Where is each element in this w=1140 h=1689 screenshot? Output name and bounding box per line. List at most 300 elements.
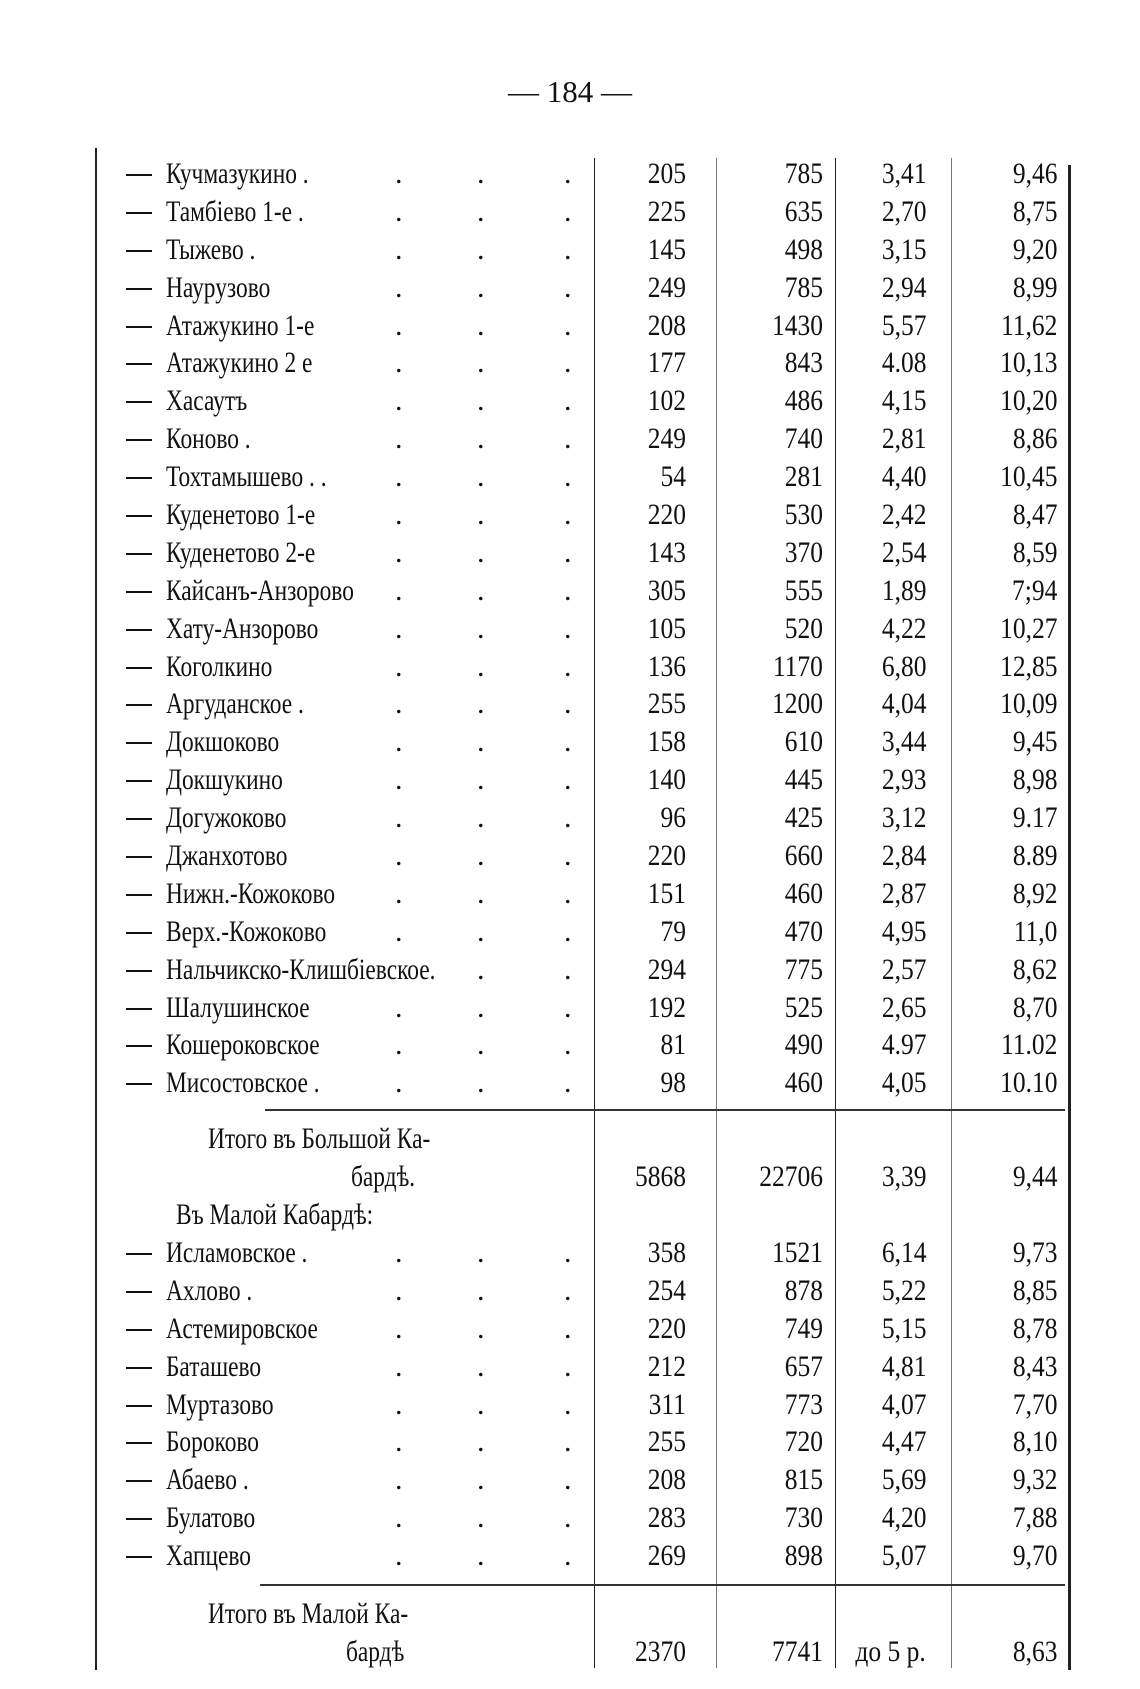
- village-name: Баташево: [166, 1349, 262, 1383]
- value-c4: 9,73: [1012, 1235, 1057, 1269]
- table-row: [96, 1064, 1070, 1102]
- village-name: Исламовское .: [166, 1235, 308, 1269]
- leader-dot: .: [564, 535, 572, 569]
- leader-dot: .: [564, 839, 572, 873]
- leader-dot: .: [564, 1028, 572, 1062]
- table-row: [96, 534, 1070, 572]
- value-c3: 3,15: [881, 232, 926, 266]
- value-c4: 10,20: [999, 384, 1057, 418]
- leader-dot: .: [477, 157, 485, 190]
- village-name: Хату-Анзорово: [166, 611, 319, 645]
- value-c2: 843: [784, 346, 823, 380]
- village-name: Булатово: [166, 1501, 256, 1535]
- value-c2: 610: [784, 725, 823, 759]
- village-name: Нижн.-Кожоково: [166, 876, 336, 910]
- leader-dot: .: [395, 346, 403, 380]
- value-c3: 2,94: [881, 270, 926, 304]
- leader-dot: .: [564, 1463, 572, 1497]
- village-name: Тохтамышево . .: [166, 460, 327, 494]
- leader-dot: .: [395, 914, 403, 948]
- value-c3: 4,40: [881, 460, 926, 494]
- leader-dot: .: [477, 1273, 485, 1307]
- leader-dot: .: [395, 611, 403, 645]
- lesser-total-line1: [96, 1595, 1070, 1633]
- leader-dot: .: [564, 270, 572, 304]
- value-c2: 1521: [772, 1235, 823, 1269]
- leader-dot: .: [395, 1273, 403, 1307]
- value-c4: 12,85: [999, 649, 1057, 683]
- value-c2: 720: [784, 1425, 823, 1459]
- value-c4: 11.02: [1000, 1028, 1057, 1062]
- leader-dot: .: [477, 1387, 485, 1421]
- leader-dot: .: [564, 1311, 572, 1345]
- table-row: [96, 420, 1070, 458]
- leader-dot: .: [395, 876, 403, 910]
- leader-dot: .: [564, 1501, 572, 1535]
- leader-dot: .: [477, 384, 485, 418]
- leader-dot: .: [395, 1425, 403, 1459]
- value-c4: 9,45: [1012, 725, 1057, 759]
- village-name: Куденетово 1-е: [166, 498, 316, 532]
- leader-dot: .: [477, 1066, 485, 1100]
- leader-dot: .: [564, 1273, 572, 1307]
- leader-dot: .: [477, 1463, 485, 1497]
- value-c3: 2,81: [881, 422, 926, 456]
- value-c1: 283: [647, 1501, 686, 1535]
- value-c2: 281: [784, 460, 823, 494]
- value-c4: 8.89: [1012, 839, 1057, 873]
- village-table: [96, 155, 1070, 1671]
- leader-dot: .: [477, 687, 485, 721]
- table-row: [96, 648, 1070, 686]
- value-c2: 1170: [772, 649, 823, 683]
- leader-dot: .: [477, 1028, 485, 1062]
- total-c3: до 5 р.: [855, 1634, 926, 1668]
- leader-dot: .: [477, 725, 485, 759]
- value-c4: 8,62: [1012, 952, 1057, 986]
- value-c1: 105: [647, 611, 686, 645]
- leader-dot: .: [564, 1349, 572, 1383]
- leader-dot: .: [395, 1539, 403, 1573]
- value-c4: 9,70: [1012, 1539, 1057, 1573]
- total-c4: 9,44: [1012, 1160, 1057, 1194]
- value-c2: 520: [784, 611, 823, 645]
- value-c2: 460: [784, 1066, 823, 1100]
- value-c4: 11,62: [1000, 308, 1057, 342]
- value-c1: 96: [660, 801, 686, 835]
- leader-dot: .: [477, 1235, 485, 1269]
- leader-dot: .: [395, 308, 403, 342]
- value-c1: 212: [647, 1349, 686, 1383]
- village-name: Докшукино: [166, 763, 283, 797]
- table-row: [96, 799, 1070, 837]
- village-name: Хасаутъ: [166, 384, 248, 418]
- village-name: Аргуданское .: [166, 687, 304, 721]
- value-c2: 370: [784, 535, 823, 569]
- leader-dot: .: [564, 649, 572, 683]
- leader-dot: .: [477, 1311, 485, 1345]
- value-c4: 8,99: [1012, 270, 1057, 304]
- value-c2: 635: [784, 194, 823, 228]
- value-c2: 1430: [772, 308, 823, 342]
- value-c2: 525: [784, 990, 823, 1024]
- value-c2: 775: [784, 952, 823, 986]
- value-c1: 81: [660, 1028, 686, 1062]
- leader-dot: .: [564, 384, 572, 418]
- value-c3: 4,15: [881, 384, 926, 418]
- value-c2: 660: [784, 839, 823, 873]
- value-c2: 486: [784, 384, 823, 418]
- leader-dot: .: [395, 157, 403, 190]
- value-c3: 4,95: [881, 914, 926, 948]
- value-c2: 498: [784, 232, 823, 266]
- value-c1: 220: [647, 498, 686, 532]
- village-name: Тамбіево 1-е .: [166, 194, 304, 228]
- leader-dot: .: [564, 763, 572, 797]
- table-row: [96, 761, 1070, 799]
- value-c2: 470: [784, 914, 823, 948]
- value-c2: 530: [784, 498, 823, 532]
- value-c3: 4,47: [881, 1425, 926, 1459]
- village-name: Хапцево: [166, 1539, 252, 1573]
- table-row: [96, 382, 1070, 420]
- value-c1: 136: [647, 649, 686, 683]
- value-c2: 657: [784, 1349, 823, 1383]
- village-name: Кошероковское: [166, 1028, 320, 1062]
- table-row: [96, 1310, 1070, 1348]
- value-c4: 10,13: [999, 346, 1057, 380]
- value-c2: 730: [784, 1501, 823, 1535]
- value-c3: 4.08: [881, 346, 926, 380]
- value-c3: 4,20: [881, 1501, 926, 1535]
- leader-dot: .: [395, 1235, 403, 1269]
- value-c4: 8,70: [1012, 990, 1057, 1024]
- value-c2: 445: [784, 763, 823, 797]
- table-row: [96, 1272, 1070, 1310]
- value-c4: 9,46: [1012, 157, 1057, 190]
- leader-dot: .: [477, 308, 485, 342]
- value-c1: 177: [647, 346, 686, 380]
- table-row: [96, 155, 1070, 193]
- leader-dot: .: [477, 270, 485, 304]
- village-name: Джанхотово: [166, 839, 288, 873]
- value-c2: 749: [784, 1311, 823, 1345]
- value-c2: 490: [784, 1028, 823, 1062]
- value-c1: 140: [647, 763, 686, 797]
- value-c1: 225: [647, 194, 686, 228]
- value-c3: 5,15: [881, 1311, 926, 1345]
- leader-dot: .: [564, 1066, 572, 1100]
- value-c4: 8,47: [1012, 498, 1057, 532]
- value-c3: 4,22: [881, 611, 926, 645]
- total-label: Итого въ Большой Ка-: [208, 1122, 431, 1156]
- value-c3: 5,69: [881, 1463, 926, 1497]
- value-c2: 1200: [772, 687, 823, 721]
- leader-dot: .: [477, 611, 485, 645]
- table-row: [96, 269, 1070, 307]
- value-c1: 208: [647, 1463, 686, 1497]
- total-label: бардѣ.: [351, 1160, 416, 1194]
- value-c2: 740: [784, 422, 823, 456]
- value-c1: 143: [647, 535, 686, 569]
- table-row: [96, 723, 1070, 761]
- village-name: Нальчикско-Клишбіевское.: [166, 952, 436, 986]
- value-c4: 10,27: [999, 611, 1057, 645]
- value-c4: 9,32: [1012, 1463, 1057, 1497]
- value-c1: 102: [647, 384, 686, 418]
- value-c3: 2,87: [881, 876, 926, 910]
- village-name: Атажукино 2 е: [166, 346, 313, 380]
- leader-dot: .: [564, 1539, 572, 1573]
- value-c1: 192: [647, 990, 686, 1024]
- value-c3: 4,81: [881, 1349, 926, 1383]
- leader-dot: .: [477, 839, 485, 873]
- leader-dot: .: [564, 1425, 572, 1459]
- value-c3: 3,12: [881, 801, 926, 835]
- leader-dot: .: [564, 611, 572, 645]
- leader-dot: .: [477, 1425, 485, 1459]
- leader-dot: .: [564, 346, 572, 380]
- leader-dot: .: [395, 460, 403, 494]
- value-c3: 5,57: [881, 308, 926, 342]
- leader-dot: .: [395, 1387, 403, 1421]
- table-row: [96, 1348, 1070, 1386]
- table-row: [96, 913, 1070, 951]
- value-c1: 305: [647, 573, 686, 607]
- value-c4: 8,75: [1012, 194, 1057, 228]
- value-c4: 8,86: [1012, 422, 1057, 456]
- total-c1: 2370: [635, 1634, 686, 1668]
- leader-dot: .: [477, 573, 485, 607]
- table-row: [96, 1423, 1070, 1461]
- leader-dot: .: [395, 839, 403, 873]
- value-c3: 2,54: [881, 535, 926, 569]
- lesser-total-row: [96, 1633, 1070, 1671]
- leader-dot: .: [395, 763, 403, 797]
- table-row: [96, 951, 1070, 989]
- leader-dot: .: [395, 1311, 403, 1345]
- value-c3: 2,93: [881, 763, 926, 797]
- leader-dot: .: [395, 1349, 403, 1383]
- value-c2: 773: [784, 1387, 823, 1421]
- leader-dot: .: [395, 498, 403, 532]
- value-c3: 1,89: [881, 573, 926, 607]
- total-c3: 3,39: [881, 1160, 926, 1194]
- leader-dot: .: [477, 876, 485, 910]
- leader-dot: .: [395, 270, 403, 304]
- leader-dot: .: [395, 422, 403, 456]
- page-number: — 184 —: [508, 74, 632, 109]
- value-c4: 7,88: [1012, 1501, 1057, 1535]
- value-c1: 79: [660, 914, 686, 948]
- leader-dot: .: [395, 384, 403, 418]
- value-c1: 311: [648, 1387, 686, 1421]
- table-row: [96, 496, 1070, 534]
- leader-dot: .: [395, 1066, 403, 1100]
- value-c1: 54: [660, 460, 686, 494]
- village-name: Коново .: [166, 422, 251, 456]
- value-c3: 2,65: [881, 990, 926, 1024]
- table-row: [96, 1499, 1070, 1537]
- value-c1: 254: [647, 1273, 686, 1307]
- value-c2: 785: [784, 157, 823, 190]
- leader-dot: .: [395, 801, 403, 835]
- leader-dot: .: [395, 725, 403, 759]
- leader-dot: .: [477, 535, 485, 569]
- value-c3: 4,05: [881, 1066, 926, 1100]
- table-row: [96, 193, 1070, 231]
- value-c4: 9.17: [1012, 801, 1057, 835]
- leader-dot: .: [564, 194, 572, 228]
- leader-dot: .: [564, 801, 572, 835]
- table-row: [96, 572, 1070, 610]
- village-name: Абаево .: [166, 1463, 249, 1497]
- value-c1: 249: [647, 422, 686, 456]
- total-c2: 22706: [759, 1160, 823, 1194]
- value-c3: 5,22: [881, 1273, 926, 1307]
- leader-dot: .: [477, 1539, 485, 1573]
- value-c3: 5,07: [881, 1539, 926, 1573]
- value-c2: 460: [784, 876, 823, 910]
- leader-dot: .: [477, 422, 485, 456]
- value-c4: 11,0: [1013, 914, 1057, 948]
- value-c3: 3,41: [881, 157, 926, 190]
- leader-dot: .: [477, 232, 485, 266]
- leader-dot: .: [564, 232, 572, 266]
- value-c3: 2,57: [881, 952, 926, 986]
- value-c2: 815: [784, 1463, 823, 1497]
- leader-dot: .: [564, 422, 572, 456]
- great-total-row: [96, 1158, 1070, 1196]
- value-c1: 358: [647, 1235, 686, 1269]
- value-c3: 2,84: [881, 839, 926, 873]
- value-c4: 8,43: [1012, 1349, 1057, 1383]
- table-row: [96, 610, 1070, 648]
- leader-dot: .: [564, 573, 572, 607]
- village-name: Атажукино 1-е: [166, 308, 315, 342]
- leader-dot: .: [477, 194, 485, 228]
- value-c3: 2,70: [881, 194, 926, 228]
- leader-dot: .: [564, 498, 572, 532]
- leader-dot: .: [564, 1387, 572, 1421]
- value-c4: 10,09: [999, 687, 1057, 721]
- leader-dot: .: [395, 194, 403, 228]
- leader-dot: .: [477, 498, 485, 532]
- value-c1: 255: [647, 687, 686, 721]
- leader-dot: .: [395, 990, 403, 1024]
- leader-dot: .: [564, 460, 572, 494]
- total-c2: 7741: [772, 1634, 823, 1668]
- total-c1: 5868: [635, 1160, 686, 1194]
- leader-dot: .: [477, 1501, 485, 1535]
- value-c3: 6,80: [881, 649, 926, 683]
- leader-dot: .: [564, 725, 572, 759]
- value-c2: 425: [784, 801, 823, 835]
- table-row: [96, 1026, 1070, 1064]
- value-c1: 255: [647, 1425, 686, 1459]
- section-heading: Въ Малой Кабардѣ:: [176, 1198, 374, 1232]
- leader-dot: .: [395, 573, 403, 607]
- value-c4: 7;94: [1011, 573, 1057, 607]
- table-row: [96, 307, 1070, 345]
- value-c4: 8,92: [1012, 876, 1057, 910]
- table-row: [96, 231, 1070, 269]
- value-c2: 878: [784, 1273, 823, 1307]
- value-c1: 220: [647, 839, 686, 873]
- value-c2: 898: [784, 1539, 823, 1573]
- value-c4: 8,78: [1012, 1311, 1057, 1345]
- village-name: Догужоково: [166, 801, 287, 835]
- value-c1: 205: [647, 157, 686, 190]
- table-row: [96, 458, 1070, 496]
- table-row: [96, 1234, 1070, 1272]
- value-c1: 269: [647, 1539, 686, 1573]
- village-name: Коголкино: [166, 649, 273, 683]
- value-c3: 2,42: [881, 498, 926, 532]
- value-c3: 4.97: [881, 1028, 926, 1062]
- village-name: Астемировское: [166, 1311, 318, 1345]
- value-c1: 158: [647, 725, 686, 759]
- village-name: Мисостовское .: [166, 1066, 320, 1100]
- value-c4: 8,59: [1012, 535, 1057, 569]
- village-name: Тыжево .: [166, 232, 256, 266]
- leader-dot: .: [477, 763, 485, 797]
- great-total-line1: [96, 1120, 1070, 1158]
- value-c4: 9,20: [1012, 232, 1057, 266]
- leader-dot: .: [395, 1028, 403, 1062]
- leader-dot: .: [395, 232, 403, 266]
- value-c3: 3,44: [881, 725, 926, 759]
- value-c1: 249: [647, 270, 686, 304]
- village-name: Верх.-Кожоково: [166, 914, 327, 948]
- value-c4: 7,70: [1012, 1387, 1057, 1421]
- total-label: бардѣ: [346, 1634, 405, 1668]
- village-name: Куденетово 2-е: [166, 535, 316, 569]
- value-c4: 8,98: [1012, 763, 1057, 797]
- leader-dot: .: [395, 1463, 403, 1497]
- leader-dot: .: [395, 535, 403, 569]
- leader-dot: .: [395, 687, 403, 721]
- lesser-kabarda-rows: [96, 1234, 1070, 1575]
- value-c4: 10,45: [999, 460, 1057, 494]
- leader-dot: .: [477, 649, 485, 683]
- table-row: [96, 685, 1070, 723]
- leader-dot: .: [477, 914, 485, 948]
- leader-dot: .: [564, 952, 572, 986]
- value-c1: 98: [660, 1066, 686, 1100]
- village-name: Шалушинское: [166, 990, 310, 1024]
- value-c1: 208: [647, 308, 686, 342]
- total-c4: 8,63: [1012, 1634, 1057, 1668]
- leader-dot: .: [477, 801, 485, 835]
- table-row: [96, 1461, 1070, 1499]
- leader-dot: .: [564, 990, 572, 1024]
- village-name: Кучмазукино .: [166, 157, 309, 190]
- value-c1: 145: [647, 232, 686, 266]
- village-name: Наурузово: [166, 270, 271, 304]
- leader-dot: .: [564, 157, 572, 190]
- table-row: [96, 344, 1070, 382]
- leader-dot: .: [564, 1235, 572, 1269]
- village-name: Бороково: [166, 1425, 260, 1459]
- value-c4: 10.10: [999, 1066, 1057, 1100]
- table-row: [96, 875, 1070, 913]
- value-c4: 8,10: [1012, 1425, 1057, 1459]
- table-row: [96, 1386, 1070, 1424]
- total-label: Итого въ Малой Ка-: [208, 1596, 409, 1630]
- leader-dot: .: [564, 914, 572, 948]
- value-c4: 8,85: [1012, 1273, 1057, 1307]
